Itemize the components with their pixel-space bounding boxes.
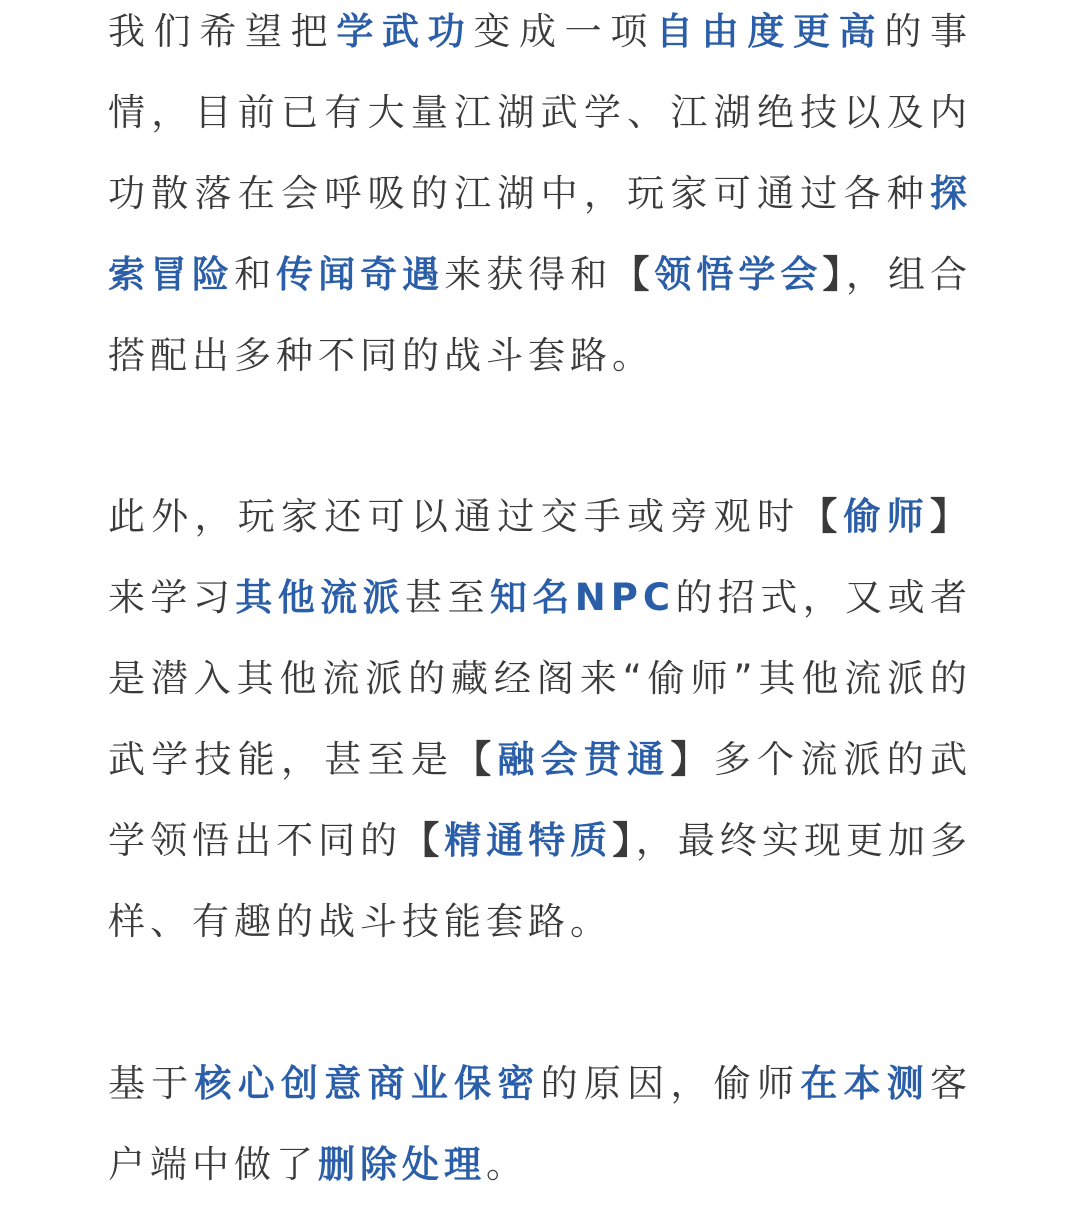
body-text: 客户端中做了 — [108, 1062, 973, 1186]
highlighted-term: 探索冒险 — [108, 172, 972, 296]
bracket-mark: 】 — [930, 495, 973, 538]
highlighted-term: 领悟学会 — [654, 253, 823, 296]
body-text: 基于 — [108, 1062, 195, 1105]
body-text: 的招式，又或者是潜入其他流派的藏经阁来“偷师”其他流派的武学技能，甚至是 — [108, 576, 973, 781]
highlighted-term: 学武功 — [336, 10, 474, 53]
body-text: ，组合搭配出多种不同的战斗套路。 — [108, 253, 973, 377]
body-text: 和 — [234, 253, 277, 296]
bracket-mark: 【 — [800, 495, 844, 538]
bracket-mark: 【 — [454, 738, 498, 781]
highlighted-term: 自由度更高 — [656, 10, 885, 53]
paragraph-3 — [108, 1043, 972, 1205]
highlighted-term: 偷师 — [843, 495, 931, 538]
body-text: 我们希望把 — [108, 10, 337, 53]
body-text: 甚至 — [405, 576, 490, 619]
highlighted-term: 删除处理 — [318, 1143, 486, 1186]
highlighted-term: 精通特质 — [444, 819, 613, 862]
bracket-mark: 】 — [612, 819, 636, 862]
bracket-mark: 【 — [612, 253, 655, 296]
paragraph-2 — [108, 476, 972, 962]
highlighted-term: 其他流派 — [235, 576, 406, 619]
paragraph-1 — [108, 0, 972, 396]
body-text: 的事情，目前已有大量江湖武学、江湖绝技以及内功散落在会呼吸的江湖中，玩家可通过各种 — [108, 10, 973, 215]
bracket-mark: 】 — [670, 738, 714, 781]
highlighted-term: 传闻奇遇 — [276, 253, 445, 296]
highlighted-term: 核心创意商业保密 — [194, 1062, 541, 1105]
body-text: ，最终实现更加多样、有趣的战斗技能套路。 — [108, 819, 973, 943]
bracket-mark: 】 — [822, 253, 846, 296]
body-text: 来学习 — [108, 576, 236, 619]
highlighted-term: 融会贯通 — [497, 738, 671, 781]
highlighted-term: 知名NPC — [489, 576, 676, 619]
highlighted-term: 在本测 — [800, 1062, 931, 1105]
body-text: 多个流派的武学领悟出不同的 — [108, 738, 973, 862]
body-text: 。 — [486, 1143, 528, 1186]
body-text: 变成一项 — [473, 10, 657, 53]
body-text: 来获得和 — [444, 253, 613, 296]
body-text: 的原因，偷师 — [540, 1062, 801, 1105]
body-text: 此外，玩家还可以通过交手或旁观时 — [108, 495, 801, 538]
bracket-mark: 【 — [402, 819, 445, 862]
